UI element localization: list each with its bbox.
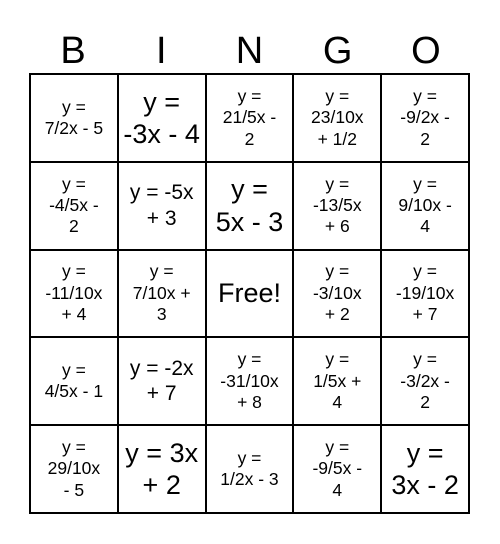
bingo-cell-r4-c4[interactable]: y = 1/5x + 4 <box>293 337 381 425</box>
bingo-cell-r5-c5[interactable]: y = 3x - 2 <box>381 425 469 513</box>
bingo-cell-r4-c2[interactable]: y = -2x + 7 <box>118 337 206 425</box>
bingo-cell-r5-c2[interactable]: y = 3x + 2 <box>118 425 206 513</box>
bingo-cell-r3-c5[interactable]: y = -19/10x + 7 <box>381 250 469 338</box>
free-space-cell[interactable]: Free! <box>206 250 294 338</box>
bingo-cell-r3-c4[interactable]: y = -3/10x + 2 <box>293 250 381 338</box>
header-letter-i: I <box>156 30 167 72</box>
bingo-cell-r1-c1[interactable]: y = 7/2x - 5 <box>30 74 118 162</box>
header-letter-o: O <box>411 30 441 72</box>
bingo-header <box>29 30 470 72</box>
bingo-cell-r4-c3[interactable]: y = -31/10x + 8 <box>206 337 294 425</box>
bingo-cell-r2-c1[interactable]: y = -4/5x - 2 <box>30 162 118 250</box>
header-letter-b: B <box>60 30 86 72</box>
bingo-cell-r5-c3[interactable]: y = 1/2x - 3 <box>206 425 294 513</box>
bingo-cell-r2-c3[interactable]: y = 5x - 3 <box>206 162 294 250</box>
bingo-cell-r1-c3[interactable]: y = 21/5x - 2 <box>206 74 294 162</box>
bingo-cell-r3-c2[interactable]: y = 7/10x + 3 <box>118 250 206 338</box>
bingo-cell-r1-c4[interactable]: y = 23/10x + 1/2 <box>293 74 381 162</box>
bingo-cell-r1-c5[interactable]: y = -9/2x - 2 <box>381 74 469 162</box>
bingo-card-grid <box>29 73 470 514</box>
bingo-cell-r5-c1[interactable]: y = 29/10x - 5 <box>30 425 118 513</box>
bingo-cell-r2-c2[interactable]: y = -5x + 3 <box>118 162 206 250</box>
header-letter-g: G <box>322 30 353 72</box>
bingo-cell-r4-c5[interactable]: y = -3/2x - 2 <box>381 337 469 425</box>
bingo-cell-r2-c5[interactable]: y = 9/10x - 4 <box>381 162 469 250</box>
bingo-cell-r4-c1[interactable]: y = 4/5x - 1 <box>30 337 118 425</box>
bingo-cell-r1-c2[interactable]: y = -3x - 4 <box>118 74 206 162</box>
bingo-cell-r2-c4[interactable]: y = -13/5x + 6 <box>293 162 381 250</box>
bingo-cell-r3-c1[interactable]: y = -11/10x + 4 <box>30 250 118 338</box>
header-letter-n: N <box>235 30 264 72</box>
bingo-cell-r5-c4[interactable]: y = -9/5x - 4 <box>293 425 381 513</box>
